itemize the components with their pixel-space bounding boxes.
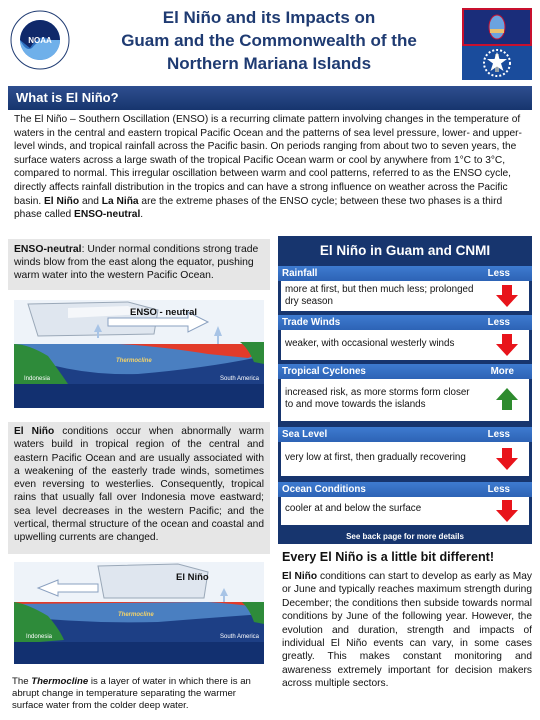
diagram2-thermocline-label: Thermocline [118,612,154,618]
impact-ocean-header [278,482,532,497]
header [0,0,540,86]
thermocline-text: is a layer of water in which there is an abrupt change in temperature separating the warmer surface water from the colder deep water. [12,676,251,711]
title-line-1: El Niño and its Impacts on [162,8,376,27]
elnino-text: conditions occur when abnormally warm waters build in tropical region of the central and eastern Pacific Ocean and are usually associated with a weakening of the easterly trade winds, sometimes even reversing to westerlies. Consequently, tropical rains that usually fall over Indonesia move eastward; sea level decreases in the western Pacific; and the vertical, thermal structure of the ocean and coastal and upwelling currents are changed. [14,426,265,544]
diagram1-thermocline-label: Thermocline [116,358,152,364]
different-term: El Niño [282,571,318,582]
thermocline-caption [12,676,270,712]
impact-sealevel-text: very low at first, then gradually recovering [285,452,466,463]
diagram1-right-label: South America [220,376,260,382]
down-arrow-icon [495,284,519,308]
thermocline-term: Thermocline [31,676,89,687]
intro-text-1: The El Niño – Southern Oscillation (ENSO) is a recurring climate pattern involving changes in the temperature of waters in the central and eastern tropical Pacific Ocean and the patterns of sea level pressure, lower- and upper-level winds, and tropical rainfall across the Pacific basin. On periods ranging from about two to seven years, the surface waters across a large swath of the tropical Pacific Ocean warm or cool by anywhere from 1°C to 3°C, compared to normal. This irregular oscillation between warm and cool patterns, referred to as the ENSO cycle, directly affects rainfall distribution in the tropics and can have a strong influence on weather across the Pacific basin. [14,114,522,207]
diagram2-left-label: Indonesia [26,634,53,640]
impact-ocean-label: Ocean Conditions [282,484,366,495]
impact-cyclones-header [278,364,532,379]
different-title: Every El Niño is a little bit different! [282,550,495,564]
enso-neutral-box [8,239,270,290]
diagram1-left-label: Indonesia [24,376,51,382]
guam-flag-icon [462,8,532,46]
impact-tradewinds-level: Less [487,317,510,328]
thermocline-pre: The [12,676,32,687]
impact-rainfall-text: more at first, but then much less; prolonged dry season [285,284,474,308]
impact-sealevel-body [281,442,529,476]
down-arrow-icon [495,499,519,523]
impact-ocean-body [281,497,529,525]
title-line-3: Northern Mariana Islands [166,54,372,73]
impact-rainfall-body [281,281,529,311]
impacts-panel-title: El Niño in Guam and CNMI [319,243,491,258]
impacts-panel [278,236,532,544]
down-arrow-icon [495,333,519,357]
intro-term-elnino: El Niño [44,195,80,207]
intro-text-4: . [140,209,144,221]
different-text: conditions can start to develop as early as May or June and typically reaches maximum strength during December; the conditions then subside towards normal conditions by June of the following year. However, the evolution and duration, strength and impacts of individual El Niño events can vary, in some cases greatly. This makes constant monitoring and awareness extremely important for decision makers across multiple sectors. [282,571,532,690]
impact-cyclones-label: Tropical Cyclones [282,366,366,377]
intro-term-neutral: ENSO-neutral [74,209,141,221]
intro-paragraph [14,113,528,222]
elnino-conditions-box [8,422,270,554]
diagram2-right-label: South America [220,634,260,640]
intro-term-lanina: La Niña [101,195,139,207]
impact-cyclones-level: More [490,366,514,377]
impact-tradewinds-header [278,315,532,330]
noaa-logo-text: NOAA [28,36,52,45]
impact-ocean-level: Less [487,484,510,495]
impact-ocean-text: cooler at and below the surface [285,503,422,514]
title-line-2: Guam and the Commonwealth of the [121,31,417,50]
noaa-logo [10,10,70,70]
impact-rainfall-label: Rainfall [282,268,318,279]
impact-rainfall-header [278,266,532,281]
cnmi-flag-icon [462,46,532,80]
page-title [84,6,454,75]
impact-sealevel-header [278,427,532,442]
back-page-link[interactable]: See back page for more details [346,532,464,541]
impact-sealevel-level: Less [487,429,510,440]
impact-cyclones-text: increased risk, as more storms form closer to and move towards the islands [285,387,470,411]
impact-tradewinds-label: Trade Winds [282,317,341,328]
different-paragraph [282,570,532,691]
impact-rainfall-level: Less [487,268,510,279]
impact-tradewinds-body [281,330,529,360]
impact-cyclones-body [281,379,529,421]
down-arrow-icon [495,447,519,471]
impact-sealevel-label: Sea Level [282,429,328,440]
neutral-term: ENSO-neutral [14,244,82,255]
neutral-text: : Under normal conditions strong trade winds blow from the east along the equator, pushing warm water into the western Pacific Ocean. [14,244,259,282]
up-arrow-icon [495,387,519,411]
enso-neutral-diagram [8,296,270,418]
diagram1-label: ENSO - neutral [130,307,198,318]
intro-text-2: and [79,195,102,207]
elnino-term: El Niño [14,426,55,437]
intro-text-3: are the extreme phases of the ENSO cycle; between these two phases is a third phase called [14,195,503,221]
impact-tradewinds-text: weaker, with occasional westerly winds [285,338,455,349]
section-title: What is El Niño? [8,86,532,110]
diagram2-label: El Niño [176,572,209,583]
elnino-diagram [8,560,270,672]
